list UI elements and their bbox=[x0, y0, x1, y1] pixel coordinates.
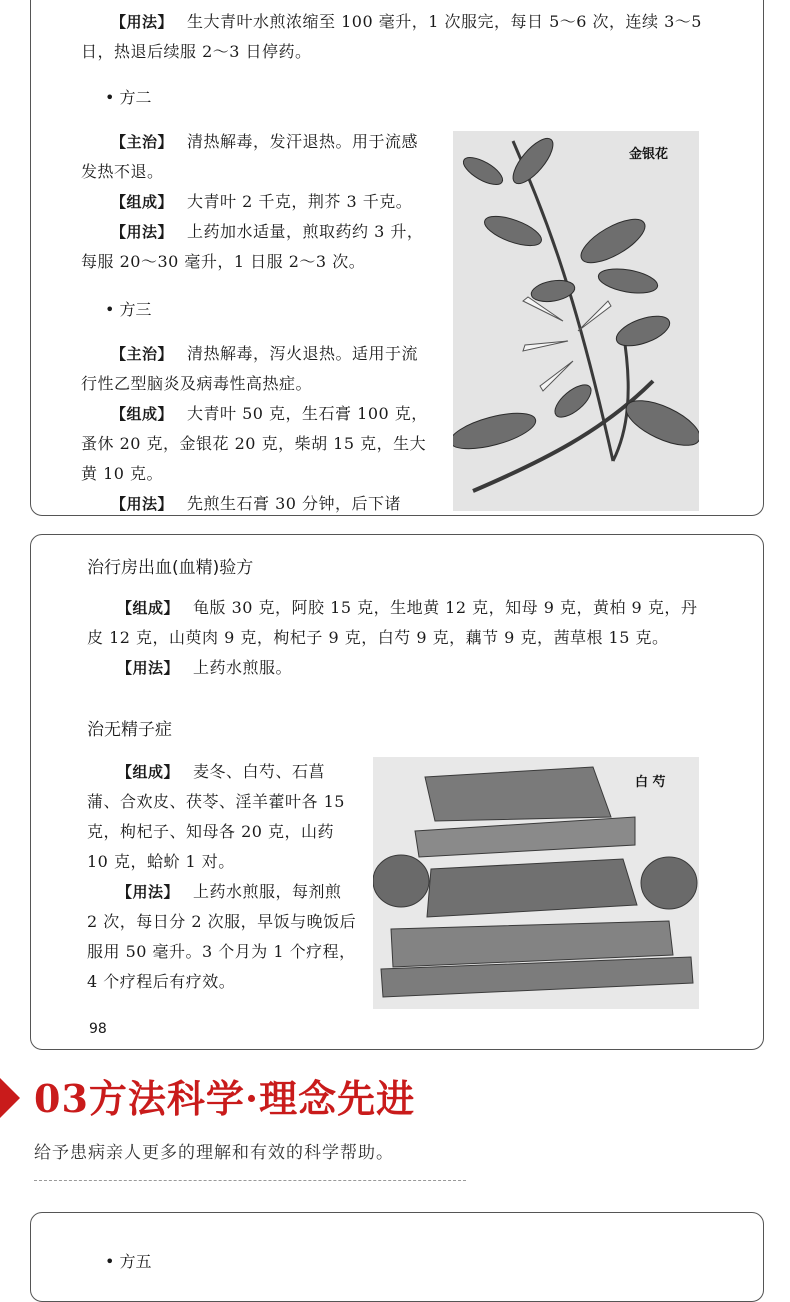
composition-tag: 【组成】 bbox=[111, 405, 174, 423]
illustration-caption: 白 芍 bbox=[635, 775, 666, 790]
usage-tag: 【用法】 bbox=[117, 883, 180, 901]
peony-root-drawing bbox=[373, 757, 699, 1009]
recipe-card-middle bbox=[30, 534, 764, 1050]
usage-paragraph bbox=[81, 217, 431, 277]
formula-5-heading: • 方五 bbox=[105, 1252, 152, 1271]
usage-paragraph bbox=[81, 489, 431, 516]
composition-text: 大青叶 2 千克，荆芥 3 千克。 bbox=[187, 192, 413, 211]
recipe-title: 治无精子症 bbox=[87, 720, 172, 740]
banner-arrow-icon bbox=[0, 1078, 20, 1118]
formula-3-heading: • 方三 bbox=[105, 300, 152, 319]
usage-tag: 【用法】 bbox=[111, 223, 174, 241]
composition-text: 龟版 30 克，阿胶 15 克，生地黄 12 克，知母 9 克，黄柏 9 克，丹皮 12 克，山萸肉 9 克，枸杞子 9 克，白芍 9 克，藕节 9 克，茜草根 15 克。 bbox=[87, 598, 698, 647]
honeysuckle-drawing bbox=[453, 131, 699, 511]
composition-text: 麦冬、白芍、石菖蒲、合欢皮、茯苓、淫羊藿叶各 15 克，枸杞子、知母各 20 克，山药 10 克，蛤蚧 1 对。 bbox=[87, 762, 345, 871]
indication-tag: 【主治】 bbox=[111, 133, 174, 151]
usage-tag: 【用法】 bbox=[111, 13, 174, 31]
illustration-caption: 金银花 bbox=[629, 147, 669, 162]
composition-paragraph bbox=[87, 593, 711, 653]
indication-paragraph bbox=[81, 339, 431, 399]
indication-paragraph bbox=[81, 127, 431, 187]
recipe-title: 治行房出血(血精)验方 bbox=[87, 558, 254, 578]
section-subtitle: 给予患病亲人更多的理解和有效的科学帮助。 bbox=[34, 1143, 394, 1163]
recipe-card-bottom bbox=[30, 1212, 764, 1302]
usage-paragraph bbox=[81, 7, 721, 67]
composition-paragraph bbox=[87, 757, 357, 877]
composition-text: 大青叶 50 克，生石膏 100 克，蚤休 20 克，金银花 20 克，柴胡 15 克，生大黄 10 克。 bbox=[81, 404, 428, 483]
recipe-card-top bbox=[30, 0, 764, 516]
page-number: 98 bbox=[89, 1021, 107, 1037]
usage-tag: 【用法】 bbox=[111, 495, 174, 513]
honeysuckle-illustration bbox=[453, 131, 699, 511]
dashed-divider bbox=[34, 1180, 466, 1181]
section-title: 03方法科学·理念先进 bbox=[34, 1076, 416, 1121]
composition-paragraph bbox=[81, 187, 431, 217]
usage-text: 上药水煎服。 bbox=[193, 658, 293, 677]
usage-tag: 【用法】 bbox=[117, 659, 180, 677]
usage-text: 上药加水适量，煎取药约 3 升，每服 20～30 毫升，1 日服 2～3 次。 bbox=[81, 222, 424, 271]
composition-tag: 【组成】 bbox=[111, 193, 174, 211]
peony-root-photo bbox=[373, 757, 699, 1009]
usage-text: 生大青叶水煎浓缩至 100 毫升，1 次服完，每日 5～6 次，连续 3～5 日，热退后续服 2～3 日停药。 bbox=[81, 12, 702, 61]
usage-text: 上药水煎服，每剂煎 2 次，每日分 2 次服，早饭与晚饭后服用 50 毫升。3 个月为 1 个疗程，4 个疗程后有疗效。 bbox=[87, 882, 357, 991]
usage-paragraph bbox=[87, 877, 357, 997]
indication-text: 清热解毒，发汗退热。用于流感发热不退。 bbox=[81, 132, 419, 181]
usage-paragraph bbox=[87, 653, 711, 683]
composition-tag: 【组成】 bbox=[117, 599, 180, 617]
indication-text: 清热解毒，泻火退热。适用于流行性乙型脑炎及病毒性高热症。 bbox=[81, 344, 419, 393]
composition-tag: 【组成】 bbox=[117, 763, 180, 781]
indication-tag: 【主治】 bbox=[111, 345, 174, 363]
composition-paragraph bbox=[81, 399, 431, 489]
usage-text: 先煎生石膏 30 分钟，后下诸 bbox=[187, 494, 402, 513]
formula-2-heading: • 方二 bbox=[105, 88, 152, 107]
